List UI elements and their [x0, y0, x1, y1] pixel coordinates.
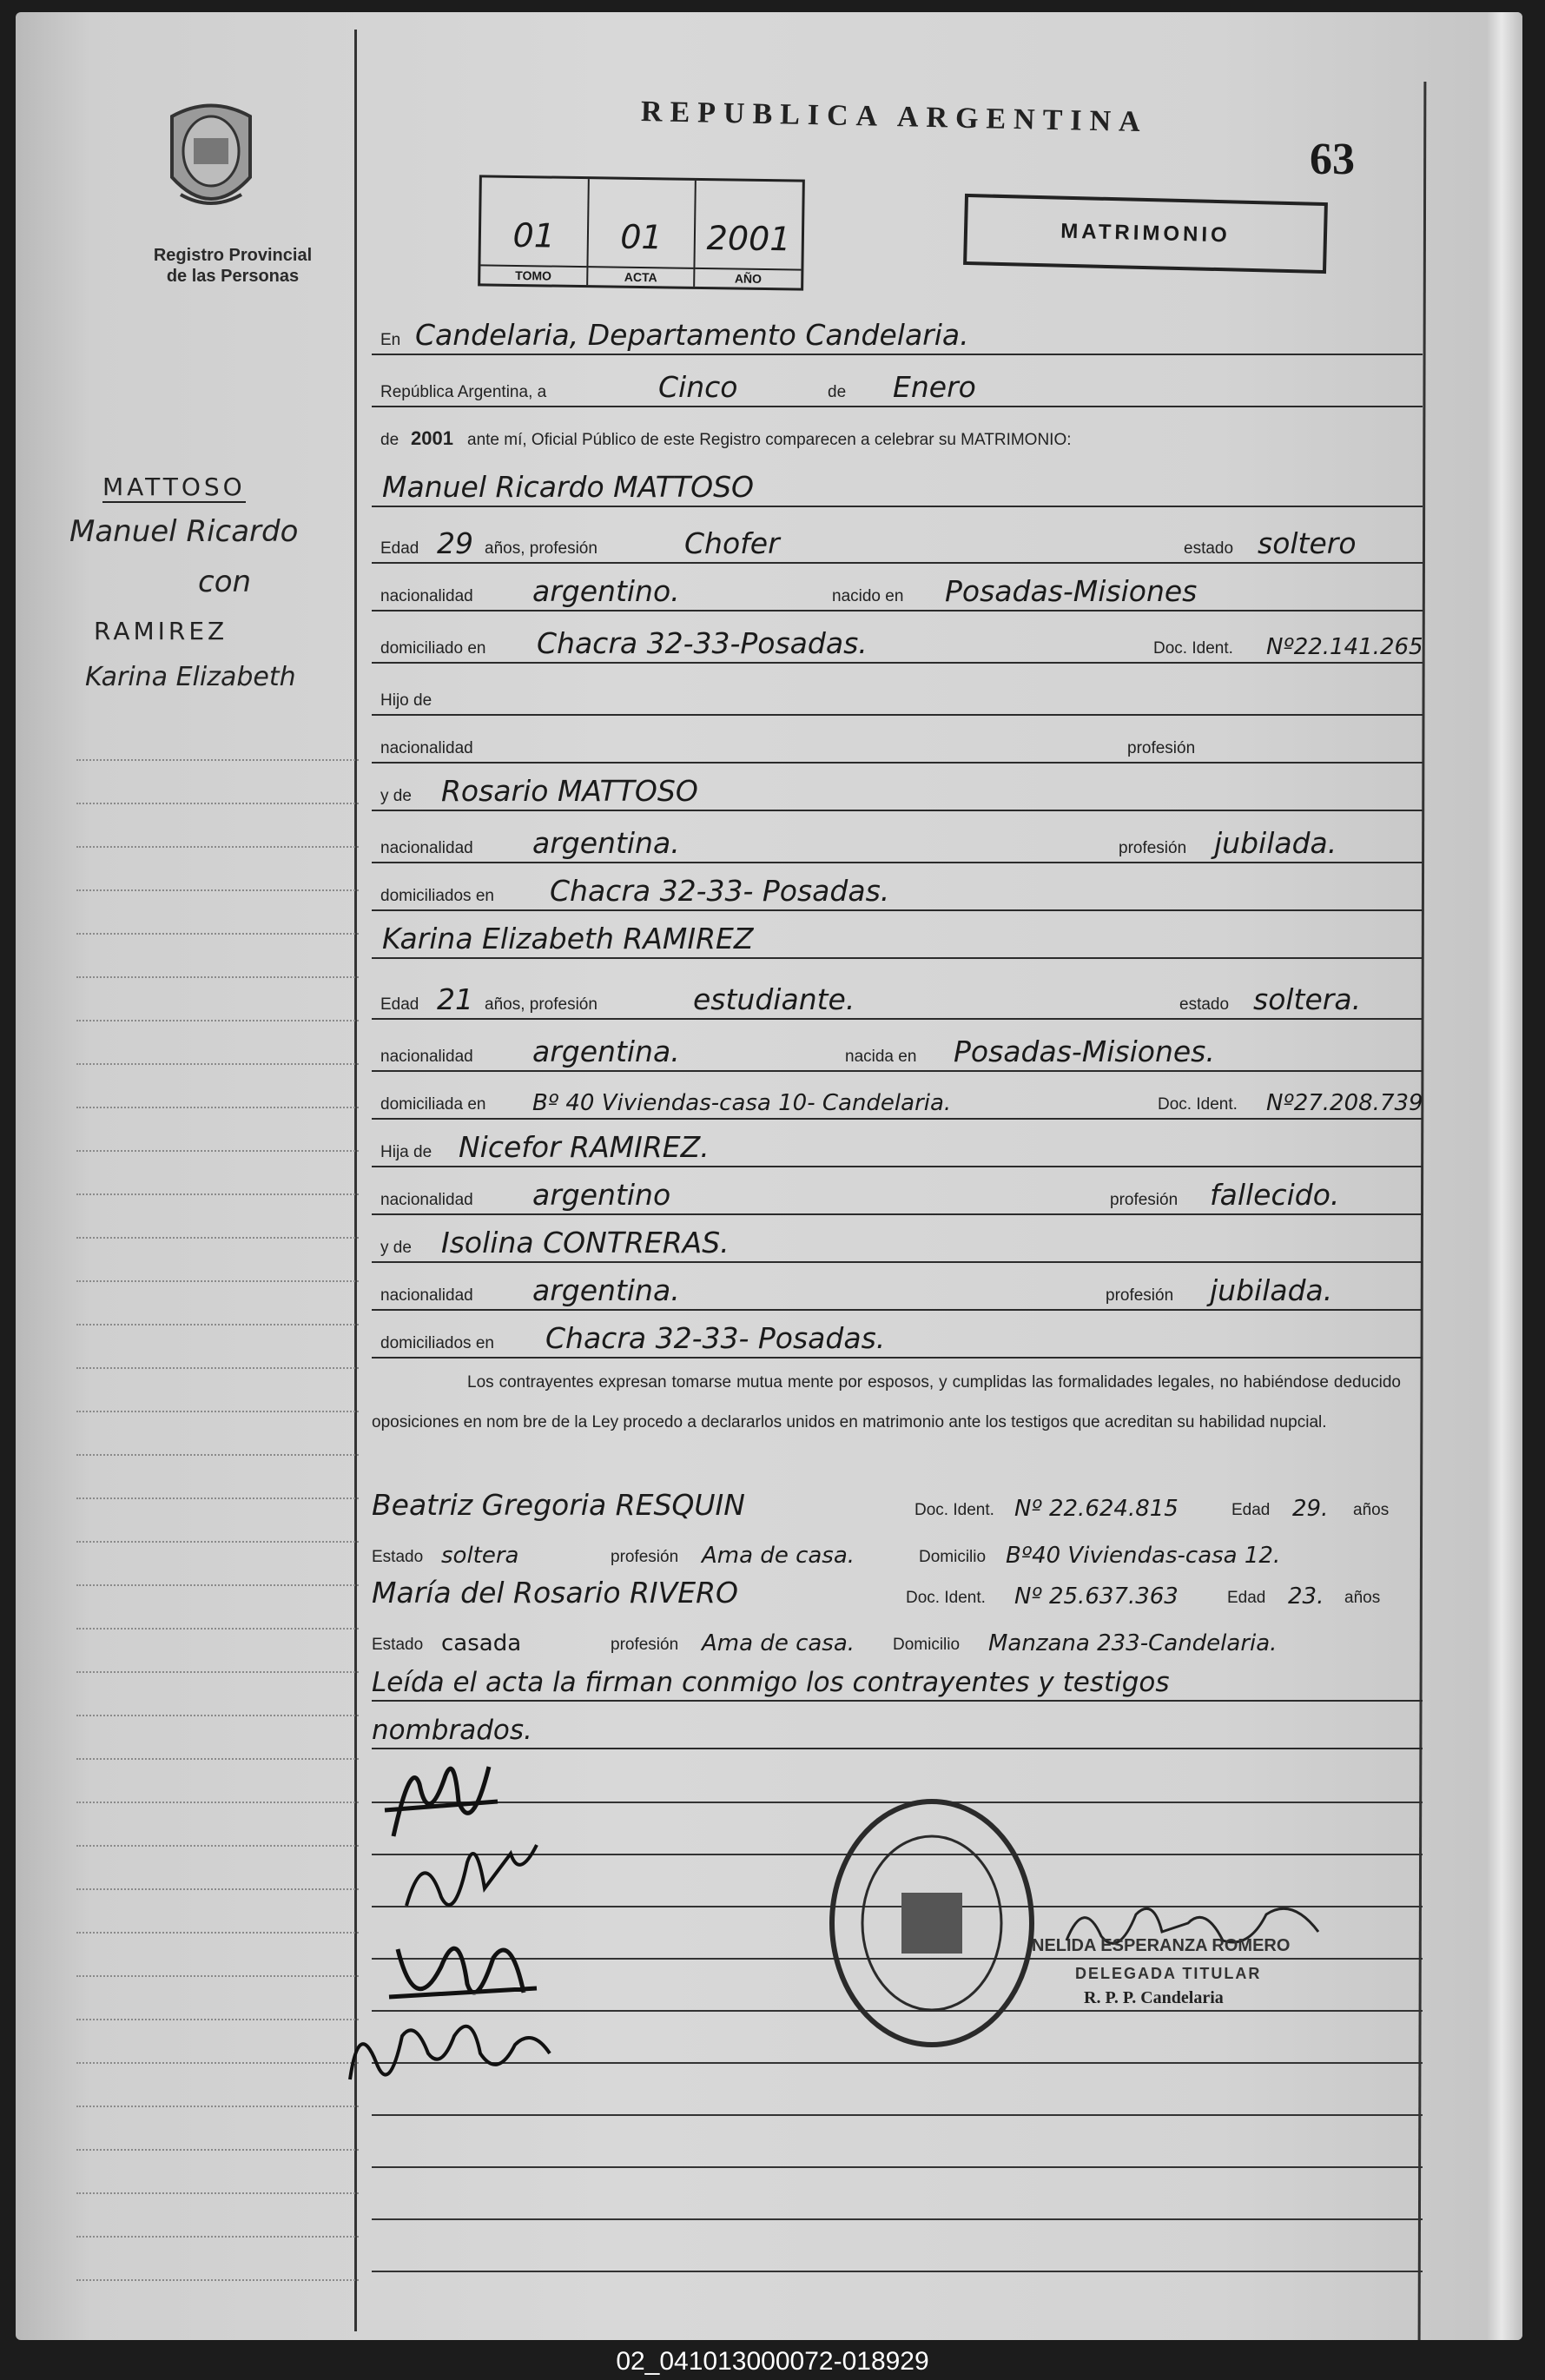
groom-age: 29 — [437, 526, 473, 560]
margin-name2: Karina Elizabeth — [85, 662, 296, 692]
witness2-edad-label: Edad — [1227, 1589, 1266, 1607]
place-value: Candelaria, Departamento Candelaria. — [415, 318, 969, 352]
groom-parents-dom-row — [372, 868, 1423, 916]
bride-dom-row — [372, 1076, 1423, 1125]
witness2-profession: Ama de casa. — [702, 1630, 855, 1656]
hijo-label: Hijo de — [380, 691, 432, 710]
official-title: DELEGADA TITULAR — [1075, 1965, 1262, 1982]
margin-line — [76, 1280, 359, 1282]
margin-line — [76, 1150, 359, 1152]
edad-label: Edad — [380, 995, 419, 1014]
act-identifier-box — [478, 175, 805, 290]
witness2-age: 23. — [1288, 1583, 1324, 1610]
groom-parents-address: Chacra 32-33- Posadas. — [550, 874, 890, 908]
margin-surname1: MATTOSO — [102, 473, 246, 501]
margin-line — [76, 1497, 359, 1499]
provincial-seal-icon — [163, 99, 259, 221]
nacido-label: nacido en — [832, 587, 904, 605]
closing-line1: Leída el acta la firman conmigo los contrayentes y testigos — [372, 1667, 1170, 1698]
margin-line — [76, 1107, 359, 1108]
margin-con: con — [198, 565, 252, 599]
margin-line — [76, 1932, 359, 1934]
margin-line — [76, 1193, 359, 1195]
republica-label: República Argentina, a — [380, 383, 547, 401]
year-value: 2001 — [411, 427, 453, 449]
groom-nat-row — [372, 568, 1423, 617]
bride-status: soltera. — [1253, 982, 1362, 1016]
margin-line — [76, 2106, 359, 2107]
month-value: Enero — [893, 370, 976, 404]
groom-mother-nat: argentina. — [532, 826, 680, 860]
year-prefix: de — [380, 431, 399, 449]
bride-father-prof: fallecido. — [1210, 1178, 1340, 1212]
margin-line — [76, 976, 359, 978]
bride-name-row — [372, 916, 1423, 964]
anos-prof-label: años, profesión — [485, 539, 598, 558]
act-type-box: MATRIMONIO — [963, 194, 1328, 274]
margin-line — [76, 2019, 359, 2020]
margin-line — [76, 1237, 359, 1239]
closing-row1 — [372, 1658, 1423, 1707]
margin-line — [76, 2236, 359, 2238]
margin-line — [76, 1628, 359, 1630]
folio-number: 63 — [1310, 135, 1355, 184]
margin-rule — [354, 30, 357, 2331]
acta-label: ACTA — [588, 266, 694, 287]
margin-surname2: RAMIREZ — [94, 617, 228, 645]
groom-address: Chacra 32-33-Posadas. — [537, 626, 868, 660]
intro-text: ante mí, Oficial Público de este Registro comparecen a celebrar su MATRIMONIO: — [467, 431, 1072, 449]
witness1-edad-label: Edad — [1231, 1501, 1271, 1519]
witness2-doc: Nº 25.637.363 — [1014, 1583, 1179, 1610]
footer-id: 02_041013000072-018929 — [616, 2347, 929, 2376]
margin-line — [76, 1584, 359, 1586]
margin-line — [76, 1020, 359, 1021]
registry-name — [120, 245, 346, 287]
bride-parents-dom-row — [372, 1315, 1423, 1364]
bride-parents-address: Chacra 32-33- Posadas. — [545, 1321, 886, 1355]
groom-mother: Rosario MATTOSO — [441, 774, 698, 808]
ruled-line — [372, 2114, 1423, 2116]
tomo-cell — [480, 177, 589, 285]
mother-nac-label: nacionalidad — [380, 1286, 473, 1305]
witness2-prof-label: profesión — [611, 1636, 679, 1654]
bride-age: 21 — [437, 982, 473, 1016]
bride-birthplace: Posadas-Misiones. — [954, 1035, 1215, 1068]
margin-line — [76, 1975, 359, 1977]
parents-dom-label: domiciliados en — [380, 887, 494, 905]
bride-mother-prof: jubilada. — [1210, 1273, 1333, 1307]
margin-line — [76, 759, 359, 761]
de-label: de — [828, 383, 847, 401]
nacida-label: nacida en — [845, 1048, 917, 1066]
hija-label: Hija de — [380, 1143, 432, 1161]
dom-label: domiciliado en — [380, 639, 486, 658]
father-nac-label: nacionalidad — [380, 1191, 473, 1209]
ruled-line — [372, 2166, 1423, 2168]
parents-dom-label: domiciliados en — [380, 1334, 494, 1352]
groom-dom-row — [372, 620, 1423, 669]
mother-prof-label: profesión — [1106, 1286, 1174, 1305]
bride-father-nat: argentino — [532, 1178, 671, 1212]
groom-name-row — [372, 464, 1423, 512]
witness1-name: Beatriz Gregoria RESQUIN — [372, 1488, 745, 1522]
closing-row2 — [372, 1706, 1423, 1755]
margin-line — [76, 1888, 359, 1890]
nac-label: nacionalidad — [380, 587, 473, 605]
registry-line1: Registro Provincial — [153, 246, 313, 265]
tomo-label: TOMO — [480, 264, 586, 285]
margin-line — [76, 2192, 359, 2194]
witness1-row — [372, 1482, 1423, 1530]
groom-father-row — [372, 672, 1423, 721]
margin-name1: Manuel Ricardo — [69, 514, 299, 549]
witness2-row — [372, 1570, 1423, 1618]
bride-mother: Isolina CONTRERAS. — [441, 1226, 730, 1259]
registry-stamp-icon — [823, 1793, 1040, 2053]
margin-line — [76, 1715, 359, 1716]
groom-birthplace: Posadas-Misiones — [945, 574, 1198, 608]
official-name: NELIDA ESPERANZA ROMERO — [1032, 1936, 1291, 1955]
ano-label: AÑO — [695, 268, 801, 288]
acta-cell — [588, 179, 697, 287]
bride-nat-row — [372, 1028, 1423, 1077]
place-row — [372, 312, 1423, 360]
margin-line — [76, 1454, 359, 1456]
groom-age-row — [372, 520, 1423, 569]
margin-line — [76, 1324, 359, 1326]
bride-father-nat-row — [372, 1172, 1423, 1220]
father-prof-label: profesión — [1110, 1191, 1179, 1209]
closing-line2: nombrados. — [372, 1715, 532, 1746]
witness1-address: Bº40 Viviendas-casa 12. — [1006, 1543, 1281, 1569]
witness1-estado-label: Estado — [372, 1548, 424, 1566]
margin-line — [76, 1758, 359, 1760]
margin-line — [76, 2279, 359, 2281]
register-page — [16, 12, 1522, 2340]
witness1-doc-label: Doc. Ident. — [914, 1501, 994, 1519]
en-label: En — [380, 331, 401, 349]
ruled-line — [372, 2271, 1423, 2272]
bride-nationality: argentina. — [532, 1035, 680, 1068]
doc-label: Doc. Ident. — [1153, 639, 1233, 658]
page-edge — [1488, 12, 1522, 2340]
bride-mother-row — [372, 1220, 1423, 1268]
margin-line — [76, 1541, 359, 1543]
bride-profession: estudiante. — [693, 982, 855, 1016]
bride-doc: Nº27.208.739 — [1266, 1090, 1423, 1116]
acta-value: 01 — [619, 217, 663, 257]
official-office: R. P. P. Candelaria — [1084, 1988, 1224, 2007]
margin-line — [76, 846, 359, 848]
witness1-prof-label: profesión — [611, 1548, 679, 1566]
witness1-anos-label: años — [1353, 1501, 1390, 1519]
witness2-doc-label: Doc. Ident. — [906, 1589, 986, 1607]
mother-nac-label: nacionalidad — [380, 839, 473, 857]
bride-name: Karina Elizabeth RAMIREZ — [382, 922, 754, 955]
groom-father-nat-row — [372, 720, 1423, 769]
witness1-doc: Nº 22.624.815 — [1014, 1496, 1179, 1522]
groom-status: soltero — [1258, 526, 1357, 560]
declaration-text: Los contrayentes expresan tomarse mutua mente por esposos, y cumplidas las formalidades legales, no habiéndose deducido oposiciones en nom bre de la Ley procedo a declararlos unidos en matrimonio ante los testigos que acreditan su habilidad nupcial. — [372, 1373, 1401, 1431]
witness1-status: soltera — [441, 1543, 519, 1569]
groom-nationality: argentino. — [532, 574, 680, 608]
bride-father: Nicefor RAMIREZ. — [459, 1130, 710, 1164]
bride-address: Bº 40 Viviendas-casa 10- Candelaria. — [532, 1090, 952, 1116]
margin-line — [76, 1367, 359, 1369]
doc-label: Doc. Ident. — [1158, 1095, 1238, 1114]
nac-label: nacionalidad — [380, 1048, 473, 1066]
day-value: Cinco — [658, 370, 738, 404]
ruled-line — [372, 2218, 1423, 2220]
yde-label: y de — [380, 787, 412, 805]
country-title: REPUBLICA ARGENTINA — [640, 96, 1149, 139]
bride-age-row — [372, 976, 1423, 1025]
groom-doc: Nº22.141.265 — [1266, 634, 1423, 660]
bride-mother-nat-row — [372, 1267, 1423, 1316]
groom-profession: Chofer — [684, 526, 780, 560]
tomo-value: 01 — [512, 215, 556, 255]
witness2-estado-label: Estado — [372, 1636, 424, 1654]
estado-label: estado — [1179, 995, 1230, 1014]
bride-father-row — [372, 1124, 1423, 1173]
margin-line — [76, 933, 359, 935]
ano-cell — [695, 181, 802, 288]
estado-label: estado — [1184, 539, 1234, 558]
ano-value: 2001 — [706, 219, 791, 259]
witness2-name: María del Rosario RIVERO — [372, 1576, 738, 1610]
margin-line — [76, 889, 359, 891]
witness1-profession: Ama de casa. — [702, 1543, 855, 1569]
witness2-status: casada — [441, 1630, 522, 1656]
signature-witness2 — [341, 2001, 558, 2106]
year-row — [372, 412, 1423, 460]
witness1-age: 29. — [1292, 1496, 1329, 1522]
father-nac-label: nacionalidad — [380, 739, 473, 757]
registry-line2: de las Personas — [166, 267, 300, 286]
witness2-dom-label: Domicilio — [893, 1636, 961, 1654]
groom-mother-nat-row — [372, 820, 1423, 869]
mother-prof-label: profesión — [1119, 839, 1187, 857]
margin-line — [76, 2062, 359, 2064]
anos-prof-label: años, profesión — [485, 995, 598, 1014]
witness2-anos-label: años — [1344, 1589, 1381, 1607]
date-row — [372, 364, 1423, 413]
groom-mother-prof: jubilada. — [1214, 826, 1337, 860]
bride-mother-nat: argentina. — [532, 1273, 680, 1307]
margin-line — [76, 803, 359, 804]
margin-line — [76, 2149, 359, 2151]
dom-label: domiciliada en — [380, 1095, 486, 1114]
witness1-dom-label: Domicilio — [919, 1548, 987, 1566]
edad-label: Edad — [380, 539, 419, 558]
margin-line — [76, 1845, 359, 1847]
margin-line — [76, 1411, 359, 1412]
witness2-address: Manzana 233-Candelaria. — [988, 1630, 1278, 1656]
groom-name: Manuel Ricardo MATTOSO — [382, 470, 755, 504]
yde-label: y de — [380, 1239, 412, 1257]
father-prof-label: profesión — [1127, 739, 1196, 757]
groom-mother-row — [372, 768, 1423, 816]
margin-line — [76, 1063, 359, 1065]
margin-line — [76, 1671, 359, 1673]
margin-line — [76, 1802, 359, 1803]
